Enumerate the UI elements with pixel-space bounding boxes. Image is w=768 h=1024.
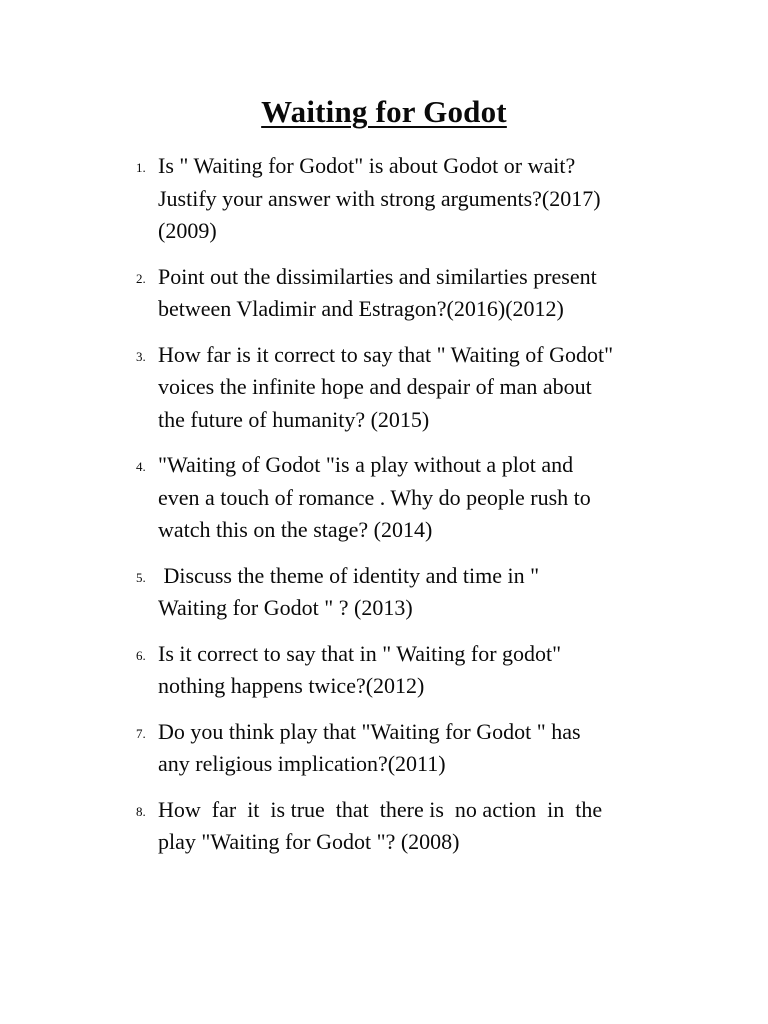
- question-item: [0, 638, 768, 703]
- question-line: "Waiting of Godot "is a play without a plot and: [158, 452, 574, 477]
- question-text: [158, 449, 658, 547]
- question-line: Discuss the theme of identity and time in ": [158, 562, 540, 588]
- question-line: Is " Waiting for Godot" is about Godot or wait?: [158, 153, 576, 178]
- question-line: Is it correct to say that in " Waiting for godot": [158, 640, 562, 666]
- question-number: 6.: [136, 647, 146, 663]
- question-text: [158, 261, 658, 326]
- question-item: [0, 794, 768, 859]
- question-line: Justify your answer with strong arguments?(2017): [158, 185, 601, 211]
- question-number: 8.: [136, 803, 146, 819]
- question-number: 3.: [136, 348, 146, 364]
- question-item: [0, 716, 768, 781]
- question-line: any religious implication?(2011): [158, 751, 446, 776]
- question-number: 2.: [136, 270, 146, 286]
- question-line: Do you think play that "Waiting for Godot " has: [158, 718, 581, 744]
- question-line: (2009): [158, 218, 217, 243]
- question-item: [0, 449, 768, 547]
- question-line: nothing happens twice?(2012): [158, 673, 425, 698]
- question-list: [0, 150, 768, 872]
- question-line: Waiting for Godot " ? (2013): [158, 595, 413, 620]
- question-number: 1.: [136, 160, 146, 175]
- question-text: [158, 638, 658, 703]
- question-line: Point out the dissimilarties and similarties present: [158, 263, 597, 289]
- question-item: [0, 261, 768, 326]
- question-text: [158, 794, 658, 859]
- question-line: voices the infinite hope and despair of man about: [158, 374, 592, 399]
- question-line: watch this on the stage? (2014): [158, 517, 433, 542]
- question-number: 7.: [136, 725, 146, 741]
- question-line: How far is it correct to say that " Waiting of Godot": [158, 341, 614, 367]
- question-number: 4.: [136, 459, 146, 474]
- question-line: between Vladimir and Estragon?(2016)(2012): [158, 296, 564, 321]
- question-text: [158, 150, 658, 248]
- document-title: Waiting for Godot: [261, 94, 507, 129]
- question-line: even a touch of romance . Why do people rush to: [158, 484, 591, 510]
- question-text: [158, 339, 658, 437]
- question-line: play "Waiting for Godot "? (2008): [158, 829, 460, 854]
- question-text: [158, 560, 658, 625]
- question-text: [158, 716, 658, 781]
- question-item: [0, 339, 768, 437]
- question-item: [0, 560, 768, 625]
- question-number: 5.: [136, 569, 146, 585]
- question-line: How far it is true that there is no action in the: [158, 796, 603, 822]
- question-line: the future of humanity? (2015): [158, 406, 430, 432]
- question-item: [0, 150, 768, 248]
